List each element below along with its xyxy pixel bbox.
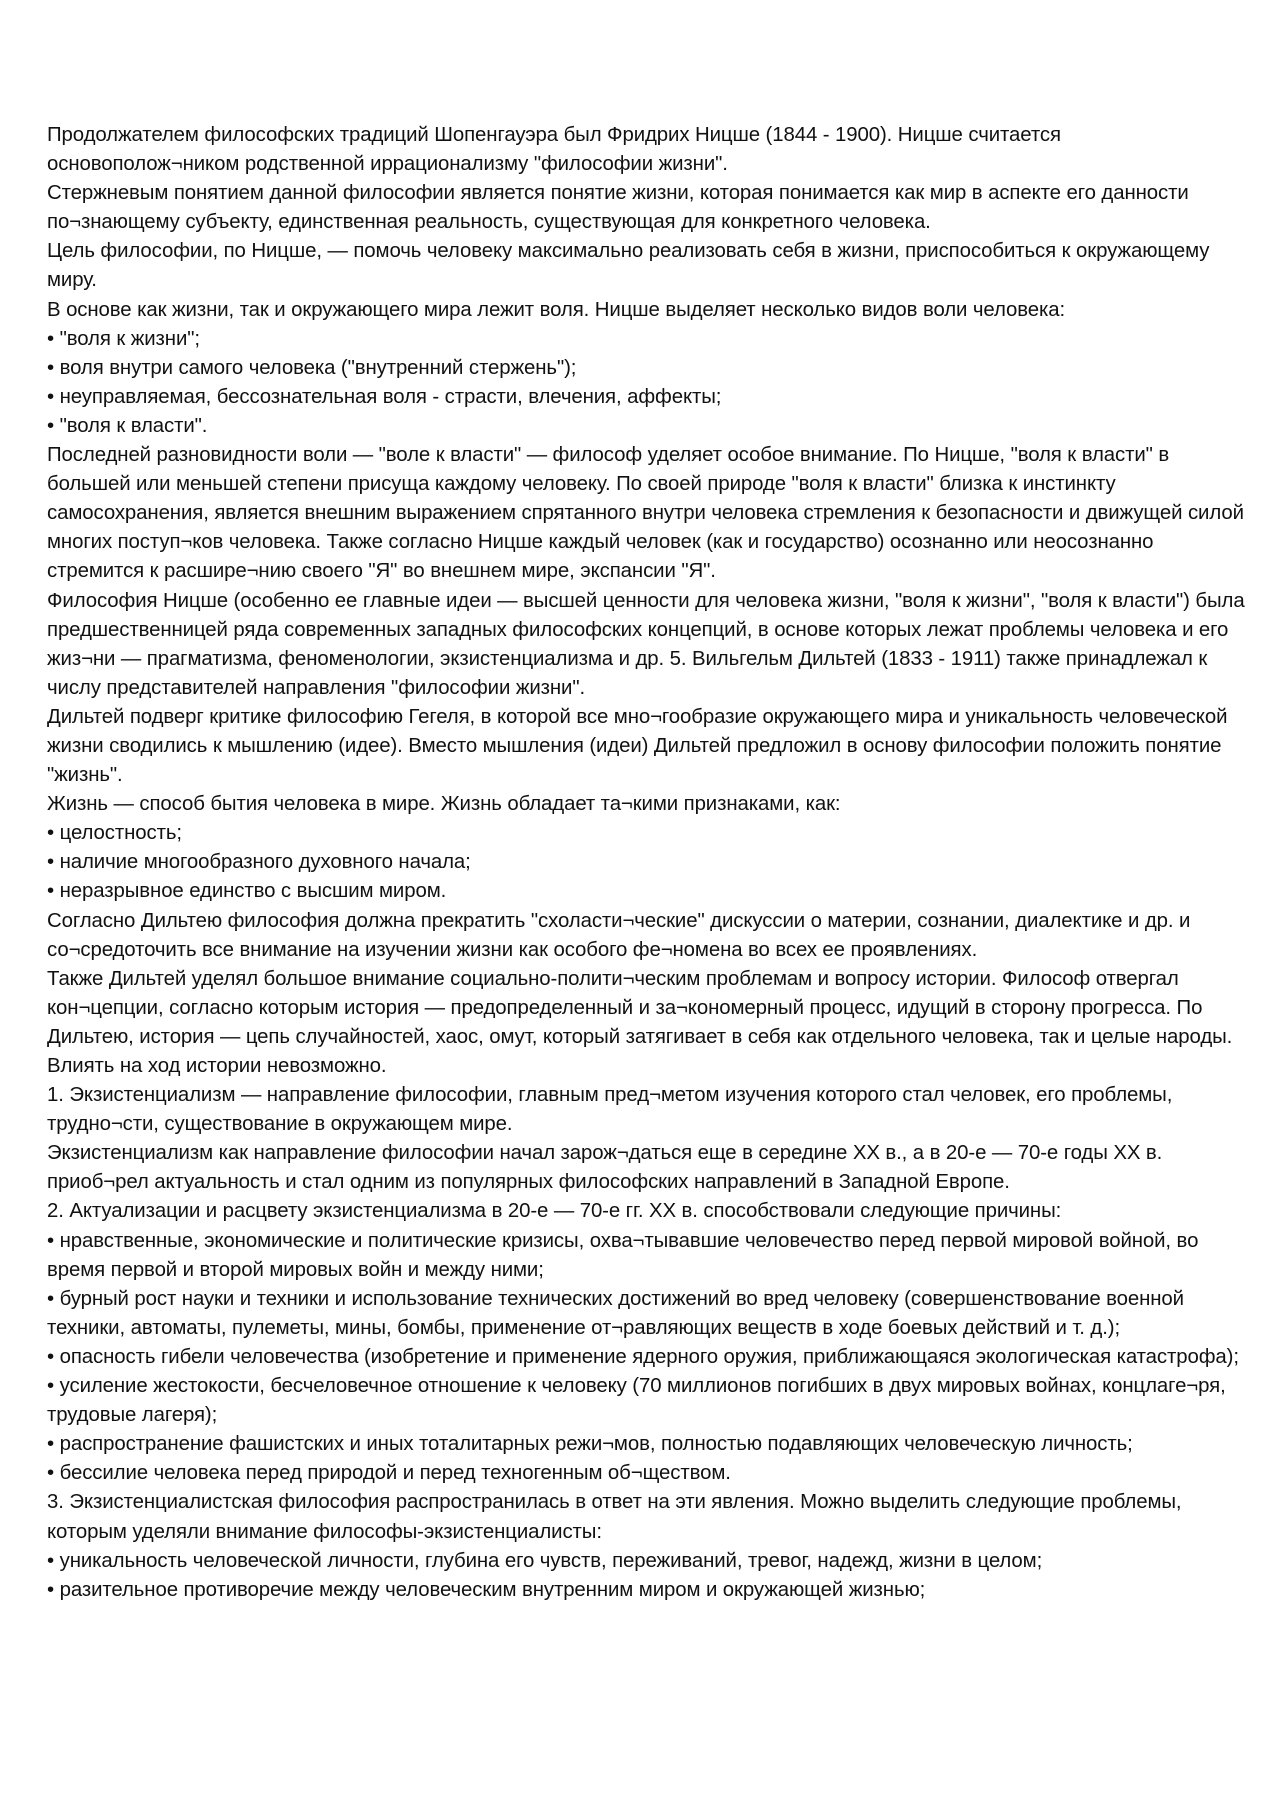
list-item: • воля внутри самого человека ("внутренний стержень"); xyxy=(47,356,577,379)
paragraph-goal: Цель философии, по Ницше, — помочь человеку максимально реализовать себя в жизни, приспособиться к окружающему миру. xyxy=(47,240,1215,292)
list-item: • "воля к жизни"; xyxy=(47,327,200,350)
paragraph-dilthey-hegel: Дильтей подверг критике философию Гегеля, в которой все мно¬гообразие окружающего мира и уникальность человеческой жизни сводились к мышлению (идее). Вместо мышления (идеи) Дильтей предложил в основу философии положить понятие "жизнь". xyxy=(47,705,1233,787)
list-item: • наличие многообразного духовного начала; xyxy=(47,851,471,874)
paragraph-core-concept: Стержневым понятием данной философии является понятие жизни, которая понимается как мир в аспекте его данности по¬знающему субъекту, единственная реальность, существующая для конкретного человека. xyxy=(47,182,1195,234)
list-item: • "воля к власти". xyxy=(47,414,208,437)
list-item: • разительное противоречие между человеческим внутренним миром и окружающей жизнью; xyxy=(47,1578,926,1601)
list-item: • неуправляемая, бессознательная воля - страсти, влечения, аффекты; xyxy=(47,385,722,408)
list-item: • целостность; xyxy=(47,822,182,845)
paragraph-nietzsche-intro: Продолжателем философских традиций Шопенгауэра был Фридрих Ницше (1844 - 1900). Ницше считается основополож¬ником родственной иррационализму "философии жизни". xyxy=(47,124,1067,176)
list-item: • опасность гибели человечества (изобретение и применение ядерного оружия, приближающаяся экологическая катастрофа); xyxy=(47,1345,1239,1368)
paragraph-dilthey-history: Также Дильтей уделял большое внимание социально-полити¬ческим проблемам и вопросу истории. Философ отвергал кон¬цепции, согласно которым история — предопределенный и за¬кономерный процесс, идущий в сторону прогресса. По Дильтею, история — цепь случайностей, хаос, омут, который затягивает в себя как отдельного человека, так и целые народы. Влиять на ход истории невозможно. xyxy=(47,967,1238,1077)
list-item: • неразрывное единство с высшим миром. xyxy=(47,880,447,903)
paragraph-existentialism-problems: 3. Экзистенциалистская философия распространилась в ответ на эти явления. Можно выделить следующие проблемы, которым уделяли внимание философы-экзистенциалисты: xyxy=(47,1491,1188,1543)
paragraph-life-definition: Жизнь — способ бытия человека в мире. Жизнь обладает та¬кими признаками, как: xyxy=(47,793,841,816)
list-item: • бессилие человека перед природой и перед техногенным об¬ществом. xyxy=(47,1462,731,1485)
list-item: • нравственные, экономические и политические кризисы, охва¬тывавшие человечество перед первой мировой войной, во время первой и второй мировых войн и между ними; xyxy=(47,1229,1204,1281)
list-item: • уникальность человеческой личности, глубина его чувств, переживаний, тревог, надежд, жизни в целом; xyxy=(47,1549,1043,1572)
list-item: • бурный рост науки и техники и использование технических достижений во вред человеку (совершенствование военной техники, автоматы, пулеметы, мины, бомбы, применение от¬равляющих веществ в ходе боевых действий и т. д.); xyxy=(47,1287,1190,1339)
paragraph-dilthey-philosophy: Согласно Дильтею философия должна прекратить "схоласти¬ческие" дискуссии о материи, сознании, диалектике и др. и со¬средоточить все внимание на изучении жизни как особого фе¬номена во всех ее проявлениях. xyxy=(47,909,1196,961)
paragraph-existentialism-causes: 2. Актуализации и расцвету экзистенциализма в 20-е — 70-е гг. XX в. способствовали следующие причины: xyxy=(47,1200,1062,1223)
paragraph-will-types: В основе как жизни, так и окружающего мира лежит воля. Ницше выделяет несколько видов воли человека: xyxy=(47,298,1066,321)
paragraph-nietzsche-legacy: Философия Ницше (особенно ее главные идеи — высшей ценности для человека жизни, "воля к жизни", "воля к власти") была предшественницей ряда современных западных философских концепций, в основе которых лежат проблемы человека и его жиз¬ни — прагматизма, феноменологии, экзистенциализма и др. 5. Вильгельм Дильтей (1833 - 1911) также принадлежал к числу представителей направления "философии жизни". xyxy=(47,589,1251,699)
list-item: • распространение фашистских и иных тоталитарных режи¬мов, полностью подавляющих человеческую личность; xyxy=(47,1433,1133,1456)
paragraph-existentialism-origins: Экзистенциализм как направление философии начал зарож¬даться еще в середине XX в., а в 20-е — 70-е годы XX в. приоб¬рел актуальность и стал одним из популярных философских направлений в Западной Европе. xyxy=(47,1142,1168,1194)
paragraph-will-to-power: Последней разновидности воли — "воле к власти" — философ уделяет особое внимание. По Ницше, "воля к власти" в большей или меньшей степени присуща каждому человеку. По своей природе "воля к власти" близка к инстинкту самосохранения, является внешним выражением спрятанного внутри человека стремления к безопасности и движущей силой многих поступ¬ков человека. Также согласно Ницше каждый человек (как и государство) осознанно или неосознанно стремится к расшире¬нию своего "Я" во внешнем мире, экспансии "Я". xyxy=(47,444,1250,583)
paragraph-existentialism-definition: 1. Экзистенциализм — направление философии, главным пред¬метом изучения которого стал человек, его проблемы, трудно¬сти, существование в окружающем мире. xyxy=(47,1084,1178,1136)
document-body xyxy=(47,121,1251,1605)
list-item: • усиление жестокости, бесчеловечное отношение к человеку (70 миллионов погибших в двух мировых войнах, концлаге¬ря, трудовые лагеря); xyxy=(47,1375,1232,1427)
